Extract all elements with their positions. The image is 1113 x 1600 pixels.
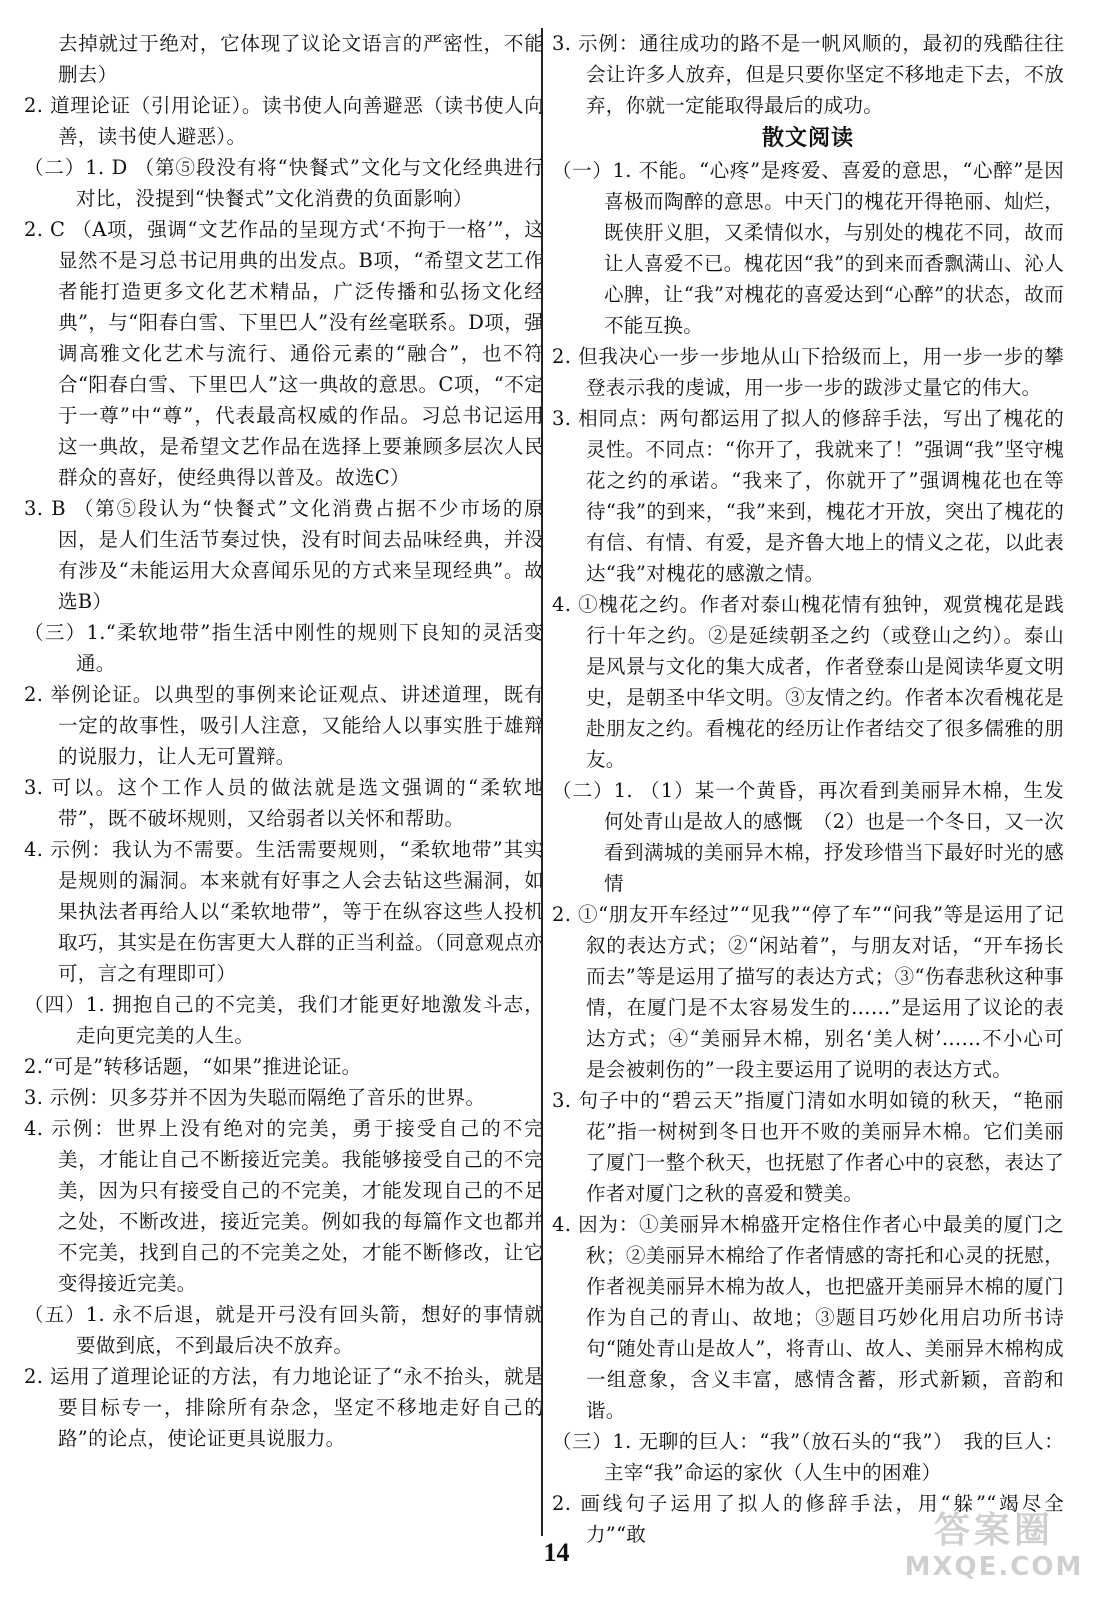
- answer-item: 2. 运用了道理论证的方法，有力地论证了“永不抬头，就是要目标专一，排除所有杂念，坚定不移地走好自己的路”的论点，使论证更具说服力。: [24, 1365, 544, 1450]
- section-answer: （一）1. 不能。“心疼”是疼爱、喜爱的意思，“心醉”是因喜极而陶醉的意思。中天门的槐花开得艳丽、灿烂，既侠肝义胆，又柔情似水，与别处的槐花不同，故而让人喜爱不已。槐花因“我”的到来而香飘满山、沁人心脾，让“我”对槐花的喜爱达到“心醉”的状态，故而不能互换。: [552, 159, 1064, 337]
- section-answer: （三）1. 无聊的巨人：“我”（放石头的“我”） 我的巨人：主宰“我”命运的家伙（人生中的困难）: [552, 1430, 1064, 1484]
- answer-item: 3. 可以。这个工作人员的做法就是选文强调的“柔软地带”，既不破坏规则，又给弱者以关怀和帮助。: [24, 776, 544, 830]
- left-column: [24, 28, 544, 1454]
- answer-item: 3. 示例：通往成功的路不是一帆风顺的，最初的残酷往往会让许多人放弃，但是只要你坚定不移地走下去，不放弃，你就一定能取得最后的成功。: [552, 32, 1064, 117]
- right-main-answers: [552, 155, 1064, 1550]
- answer-item: 2. 画线句子运用了拟人的修辞手法，用“躲”“竭尽全力”“敢: [552, 1492, 1064, 1546]
- answer-item: 3. 示例：贝多芬并不因为失聪而隔绝了音乐的世界。: [24, 1086, 486, 1109]
- answer-item: 3. 相同点：两句都运用了拟人的修辞手法，写出了槐花的灵性。不同点：“你开了，我就来了！”强调“我”坚守槐花之约的承诺。“我来了，你就开了”强调槐花也在等待“我”的到来，“我”来到，槐花才开放，突出了槐花的有信、有情、有爱，是齐鲁大地上的情义之花，以此表达“我”对槐花的感激之情。: [552, 407, 1064, 585]
- answer-item: 3. B （第⑤段认为“快餐式”文化消费占据不少市场的原因，是人们生活节奏过快，没有时间去品味经典，并没有涉及“未能运用大众喜闻乐见的方式来呈现经典”。故选B）: [24, 497, 544, 613]
- section-answer: （四）1. 拥抱自己的不完美，我们才能更好地激发斗志，走向更完美的人生。: [24, 993, 544, 1047]
- section-heading: 散文阅读: [761, 125, 854, 151]
- watermark-text-top: 答案圈: [933, 1510, 1054, 1551]
- right-column: [552, 28, 1064, 1550]
- answer-item: 2. 举例论证。以典型的事例来论证观点、讲述道理，既有一定的故事性，吸引人注意，又能给人以事实胜于雄辩的说服力，让人无可置辩。: [24, 683, 544, 768]
- section-answer: （二）1. D （第⑤段没有将“快餐式”文化与文化经典进行对比，没提到“快餐式”文化消费的负面影响）: [24, 156, 544, 210]
- section-answer: （五）1. 永不后退，就是开弓没有回头箭，想好的事情就要做到底，不到最后决不放弃。: [24, 1303, 544, 1357]
- watermark-logo: [899, 1510, 1089, 1586]
- watermark-text-bottom: MXQE.COM: [904, 1552, 1084, 1582]
- answer-item: 2. 但我决心一步一步地从山下拾级而上，用一步一步的攀登表示我的虔诚，用一步一步的跋涉丈量它的伟大。: [552, 345, 1064, 399]
- answer-item: 4. 因为：①美丽异木棉盛开定格住作者心中最美的厦门之秋；②美丽异木棉给了作者情感的寄托和心灵的抚慰，作者视美丽异木棉为故人，也把盛开美丽异木棉的厦门作为自己的青山、故地；③题目巧妙化用启功所书诗句“随处青山是故人”，将青山、故人、美丽异木棉构成一组意象，含义丰富，感情含蓄，形式新颖，音韵和谐。: [552, 1213, 1064, 1422]
- answer-item: 2.“可是”转移话题，“如果”推进论证。: [24, 1055, 362, 1078]
- answer-item: 2. C （A项，强调“文艺作品的呈现方式‘不拘于一格’”，这显然不是习总书记用典的出发点。B项，“希望文艺工作者能打造更多文化艺术精品，广泛传播和弘扬文化经典”，与“阳春白雪、下里巴人”没有丝毫联系。D项，强调高雅文化艺术与流行、通俗元素的“融合”，也不符合“阳春白雪、下里巴人”这一典故的意思。C项，“不定于一尊”中“尊”，代表最高权威的作品。习总书记运用这一典故，是希望文艺作品在选择上要兼顾多层次人民群众的喜好，使经典得以普及。故选C）: [24, 218, 544, 489]
- section-answer: （三）1.“柔软地带”指生活中刚性的规则下良知的灵活变通。: [24, 621, 544, 675]
- answer-item: 去掉就过于绝对，它体现了议论文语言的严密性，不能删去）: [58, 32, 544, 86]
- column-divider: [541, 28, 543, 1536]
- section-answer: （二）1. （1）某一个黄昏，再次看到美丽异木棉，生发何处青山是故人的感慨 （2）也是一个冬日，又一次看到满城的美丽异木棉，抒发珍惜当下最好时光的感情: [552, 779, 1064, 895]
- answer-item: 2. ①“朋友开车经过”“见我”“停了车”“问我”等是运用了记叙的表达方式；②“闲站着”，与朋友对话，“开车扬长而去”等是运用了描写的表达方式；③“伤春悲秋这种事情，在厦门是不太容易发生的……”是运用了议论的表达方式；④“美丽异木棉，别名‘美人树’……不小心可是会被刺伤的”一段主要运用了说明的表达方式。: [552, 903, 1064, 1081]
- answer-item: 4. ①槐花之约。作者对泰山槐花情有独钟，观赏槐花是践行十年之约。②是延续朝圣之约（或登山之约）。泰山是风景与文化的集大成者，作者登泰山是阅读华夏文明史，是朝圣中华文明。③友情之约。作者本次看槐花是赴朋友之约。看槐花的经历让作者结交了很多儒雅的朋友。: [552, 593, 1064, 771]
- answer-item: 4. 示例：我认为不需要。生活需要规则，“柔软地带”其实是规则的漏洞。本来就有好事之人会去钻这些漏洞，如果执法者再给人以“柔软地带”，等于在纵容这些人投机取巧，其实是在伤害更大人群的正当利益。（同意观点亦可，言之有理即可）: [24, 838, 544, 985]
- answer-item: 3. 句子中的“碧云天”指厦门清如水明如镜的秋天，“艳丽花”指一树树到冬日也开不败的美丽异木棉。它们美丽了厦门一整个秋天，也抚慰了作者心中的哀愁，表达了作者对厦门之秋的喜爱和赞美。: [552, 1089, 1064, 1205]
- answer-item: 4. 示例：世界上没有绝对的完美，勇于接受自己的不完美，才能让自己不断接近完美。我能够接受自己的不完美，因为只有接受自己的不完美，才能发现自己的不足之处，不断改进，接近完美。例如我的每篇作文也都并不完美，找到自己的不完美之处，才能不断修改，让它变得接近完美。: [24, 1117, 544, 1295]
- answer-item: 2. 道理论证（引用论证）。读书使人向善避恶（读书使人向善，读书使人避恶）。: [24, 94, 544, 148]
- page-number: 14: [543, 1538, 570, 1567]
- right-top-answers: [552, 28, 1064, 121]
